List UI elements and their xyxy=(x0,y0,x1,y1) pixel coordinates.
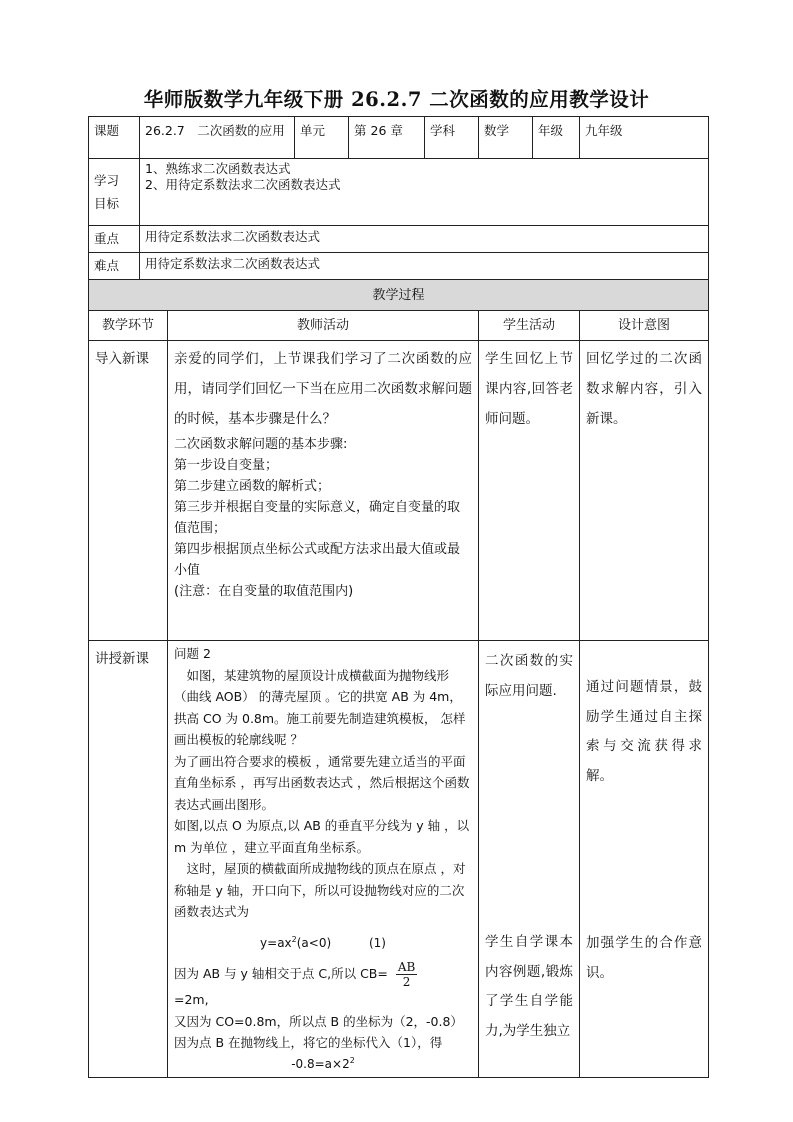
goal-item: 2、用待定系数法求二次函数表达式 xyxy=(145,177,341,192)
subject-value: 数学 xyxy=(479,117,533,159)
process-heading-row xyxy=(89,280,709,311)
intro-row xyxy=(89,341,709,641)
cb-line: 因为 AB 与 y 轴相交于点 C,所以 CB= $\frac{AB}{2}$ xyxy=(174,960,416,989)
problem-line: 如图,以点 O 为原点,以 AB 的垂直平分线为 y 轴 ，以 m 为单位 ，建立平面直角坐标系。 xyxy=(174,818,470,855)
intro-design: 回忆学过的二次函数求解内容，引入新课。 xyxy=(580,341,709,641)
step-line: (注意：在自变量的取值范围内) xyxy=(174,584,354,599)
grade-label: 年级 xyxy=(533,117,580,159)
problem-line: 这时，屋顶的横截面所成抛物线的顶点在原点 ，对称轴是 y 轴，开口向下，所以可设抛物线对应的二次函数表达式为 xyxy=(174,861,466,919)
goals-list xyxy=(140,159,709,226)
goals-row xyxy=(89,159,709,226)
col-design: 设计意图 xyxy=(580,311,709,341)
problem-line: 如图，某建筑物的屋顶设计成横截面为抛物线形（曲线 AOB） 的薄壳屋顶 。它的拱宽 AB 为 4m，拱高 CO 为 0.8m。施工前要先制造建筑模板， 怎样画出模板的轮廓线呢 ？ xyxy=(174,667,466,747)
intro-question: 亲爱的同学们，上节课我们学习了二次函数的应用，请同学们回忆一下当在应用二次函数求解问题的时候，基本步骤是什么？ xyxy=(174,351,473,427)
problem-line: 为了画出符合要求的模板 ，通常要先建立适当的平面直角坐标系 ，再写出函数表达式 ，然后根据这个函数表达式画出图形。 xyxy=(174,753,470,812)
topic-label: 课题 xyxy=(89,117,140,159)
col-teacher: 教师活动 xyxy=(168,311,479,341)
step-line: 第二步建立函数的解析式； xyxy=(174,479,331,494)
step-line: 第一步设自变量； xyxy=(174,458,279,473)
step-line: 二次函数求解问题的基本步骤: xyxy=(174,437,348,452)
step-line: 第三步并根据自变量的实际意义，确定自变量的取值范围； xyxy=(174,500,461,536)
difficulty-row xyxy=(89,253,709,280)
topic-value: 26.2.7 二次函数的应用 xyxy=(140,117,295,159)
design-intent-b: 加强学生的合作意识。 xyxy=(586,935,703,981)
substitute-line: 因为点 B 在抛物线上，将它的坐标代入（1），得 xyxy=(174,1035,443,1050)
intro-steps xyxy=(174,434,472,602)
lecture-design xyxy=(580,641,709,1078)
lecture-teacher xyxy=(168,641,479,1078)
key-point-value: 用待定系数法求二次函数表达式 xyxy=(140,226,709,253)
goals-label: 学习 目标 xyxy=(89,159,140,226)
lecture-row xyxy=(89,641,709,1078)
page-title: 华师版数学九年级下册 26.2.7 二次函数的应用教学设计 xyxy=(143,88,650,111)
col-stage: 教学环节 xyxy=(89,311,168,341)
intro-student: 学生回忆上节课内容,回答老师问题。 xyxy=(479,341,580,641)
key-point-label: 重点 xyxy=(89,226,140,253)
student-activity-a: 二次函数的实际应用问题. xyxy=(485,653,574,699)
lecture-student xyxy=(479,641,580,1078)
process-columns-row xyxy=(89,311,709,341)
step-line: 第四步根据顶点坐标公式或配方法求出最大值或最小值 xyxy=(174,542,461,578)
cb-result: =2m, xyxy=(174,992,209,1007)
grade-value: 九年级 xyxy=(580,117,709,159)
intro-teacher xyxy=(168,341,479,641)
goal-item: 1、熟练求二次函数表达式 xyxy=(145,161,291,176)
equation-2: $-0.8=a\times 2^2$ xyxy=(291,1055,355,1071)
subject-label: 学科 xyxy=(425,117,479,159)
equation-1: $y=ax^2(a<0)$ (1) xyxy=(260,934,386,950)
col-student: 学生活动 xyxy=(479,311,580,341)
lesson-plan-table xyxy=(88,116,708,1078)
student-activity-b: 学生自学课本内容例题,锻炼了学生自学能力,为学生独立 xyxy=(485,934,574,1039)
difficulty-value: 用待定系数法求二次函数表达式 xyxy=(140,253,709,280)
lecture-stage: 讲授新课 xyxy=(89,641,168,1078)
intro-stage: 导入新课 xyxy=(89,341,168,641)
design-intent-a: 通过问题情景，鼓励学生通过自主探索与交流获得求解。 xyxy=(586,679,703,784)
process-heading: 教学过程 xyxy=(89,280,709,311)
problem-line: 问题 2 xyxy=(174,646,211,661)
fraction-ab-over-2: $\frac{AB}{2}$ xyxy=(397,960,416,989)
unit-value: 第 26 章 xyxy=(349,117,425,159)
difficulty-label: 难点 xyxy=(89,253,140,280)
key-point-row xyxy=(89,226,709,253)
unit-label: 单元 xyxy=(295,117,349,159)
b-coordinate: 又因为 CO=0.8m，所以点 B 的坐标为（2，-0.8） xyxy=(174,1013,463,1029)
info-row xyxy=(89,117,709,159)
